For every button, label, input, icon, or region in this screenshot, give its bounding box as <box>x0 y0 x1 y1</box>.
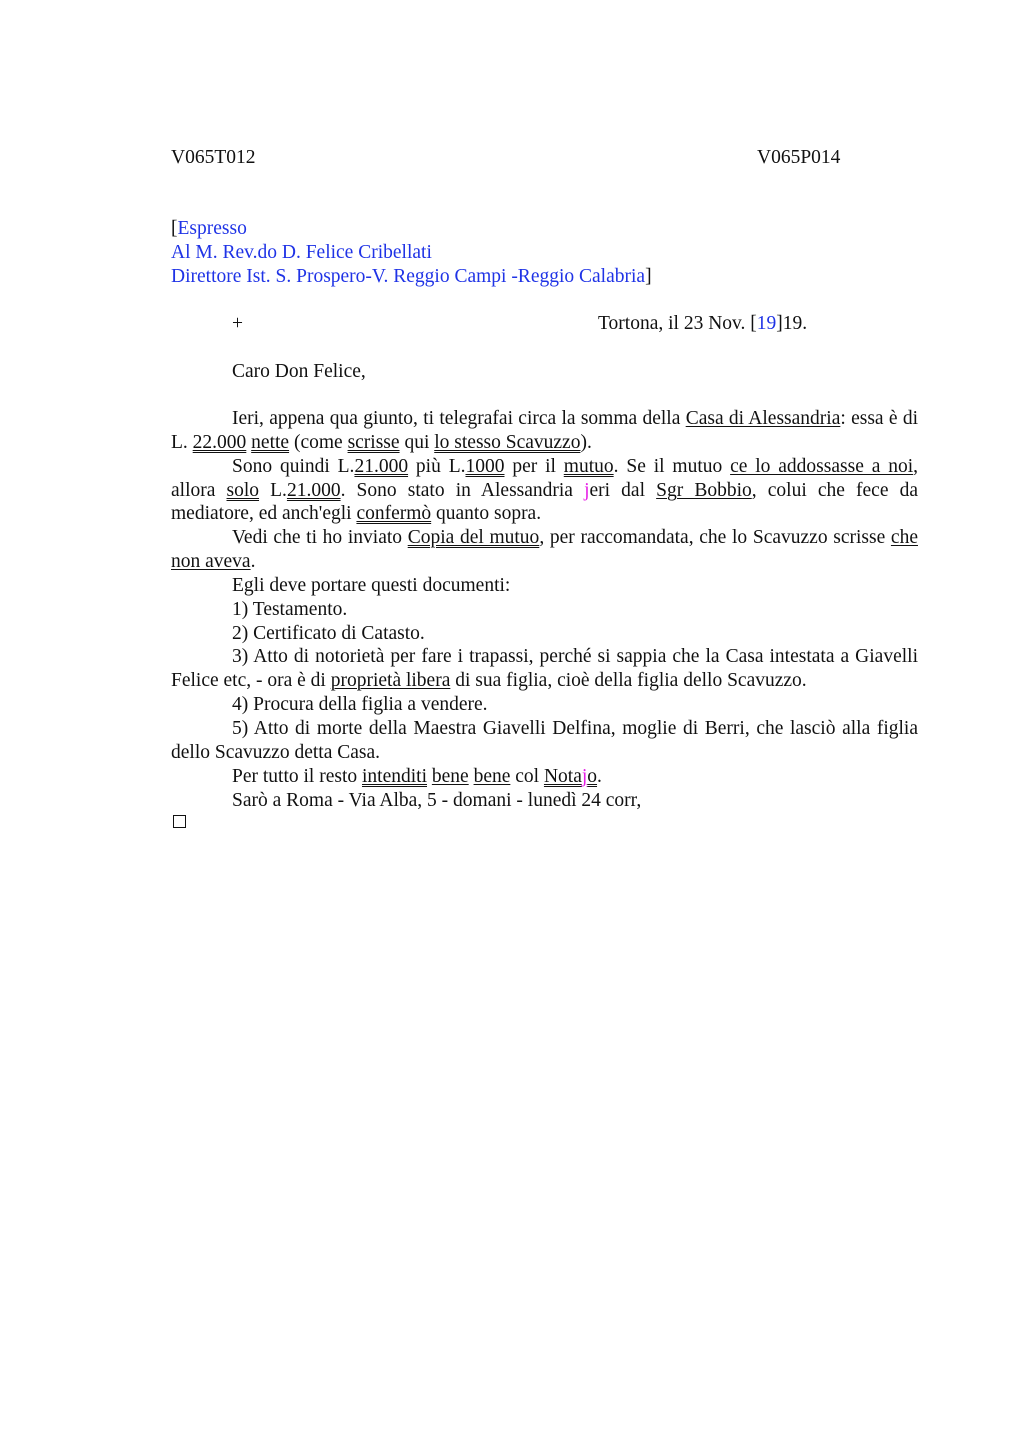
text-run: Sono quindi L. <box>232 455 355 477</box>
list-item-1: 1) Testamento. <box>232 598 348 620</box>
address-line-2: Al M. Rev.do D. Felice Cribellati <box>171 242 432 263</box>
text-run: quanto sopra. <box>431 503 542 525</box>
paragraph-2 <box>171 455 918 527</box>
text-run: , colui che fece da mediatore, ed anch'egli <box>171 479 919 525</box>
text-run: , per raccomandata, che lo Scavuzzo scrisse <box>539 527 891 549</box>
list-item-4: 4) Procura della figlia a vendere. <box>232 694 488 716</box>
paragraph-4: Egli deve portare questi documenti: <box>232 574 511 596</box>
address-line-3: Direttore Ist. S. Prospero-V. Reggio Campi -Reggio Calabria <box>171 266 646 287</box>
double-underlined-text: intenditi <box>362 765 427 787</box>
underlined-text: ce lo addossasse a noi <box>730 455 914 477</box>
text-run: . Sono stato in Alessandria <box>340 479 585 501</box>
text-run: per il <box>504 455 564 477</box>
text-run: col <box>510 765 544 787</box>
date-year-editorial: 19 <box>756 313 777 334</box>
salutation: Caro Don Felice, <box>232 361 366 382</box>
text-run: , allora <box>171 455 919 501</box>
list-item-3 <box>171 645 918 693</box>
text-run: Per tutto il resto <box>232 765 362 787</box>
address-block <box>171 217 652 289</box>
underlined-text: proprietà libera <box>330 670 451 692</box>
text-run: Vedi che ti ho inviato <box>232 527 408 549</box>
double-underlined-text: confermò <box>356 503 432 525</box>
text-run: Ieri, appena qua giunto, ti telegrafai circa la somma della <box>232 408 686 429</box>
text-run: . Se il mutuo <box>613 455 731 477</box>
text-run: più L. <box>408 455 466 477</box>
paragraph-3 <box>171 526 918 574</box>
double-underlined-text: 1000 <box>465 455 505 477</box>
dateline <box>598 312 807 336</box>
list-item-2: 2) Certificato di Catasto. <box>232 622 425 644</box>
double-underlined-text: 22.000 <box>192 431 247 453</box>
document-code-left: V065T012 <box>171 147 256 168</box>
letter-body <box>171 407 918 812</box>
text-run: 3) Atto di notorietà per fare i trapassi, perché si sappia che la Casa intestata a Giavelli Felice etc, - ora è di <box>171 646 918 692</box>
underlined-text: bene <box>431 765 469 787</box>
underlined-text: Casa di Alessandria <box>685 408 841 429</box>
double-underlined-text: lo stesso Scavuzzo <box>434 431 581 453</box>
double-underlined-text: 21.000 <box>354 455 409 477</box>
list-item-5: 5) Atto di morte della Maestra Giavelli Delfina, moglie di Berri, che lasciò alla figlia dello Scavuzzo detta Casa. <box>171 717 918 763</box>
text-run: : essa è di L. <box>171 408 918 453</box>
text-run: . <box>597 765 602 787</box>
double-underlined-text: mutuo <box>563 455 614 477</box>
paragraph-6: Sarò a Roma - Via Alba, 5 - domani - lunedì 24 corr, <box>232 789 642 811</box>
underlined-text: Sgr Bobbio <box>656 479 752 501</box>
address-close-bracket: ] <box>645 266 652 287</box>
underlined-text: che non aveva <box>171 527 918 573</box>
document-code-right: V065P014 <box>757 147 841 168</box>
text-run: (come <box>289 431 348 453</box>
address-open-bracket: [ <box>171 218 178 239</box>
text-run: eri dal <box>589 479 657 501</box>
text-run: qui <box>399 431 435 453</box>
text-run: di sua figlia, cioè della figlia dello Scavuzzo. <box>450 670 807 692</box>
double-underlined-text: Copia del mutuo <box>407 527 540 549</box>
double-underlined-text: nette <box>251 431 290 453</box>
double-underlined-text: o <box>587 765 598 787</box>
double-underlined-text: scrisse <box>347 431 400 453</box>
paragraph-5 <box>171 765 918 789</box>
double-underlined-text: 21.000 <box>286 479 341 501</box>
cross-symbol: + <box>232 313 243 334</box>
double-underlined-text: solo <box>226 479 260 501</box>
editorial-letter: j <box>584 479 590 501</box>
address-line-1: Espresso <box>177 218 247 239</box>
text-run: L. <box>259 479 287 501</box>
underlined-text: bene <box>473 765 511 787</box>
text-run: . <box>250 551 256 573</box>
end-marker-square-icon <box>173 815 186 828</box>
date-prefix: Tortona, il 23 Nov. [ <box>598 313 757 334</box>
double-underlined-text: Nota <box>543 765 582 787</box>
date-suffix: ]19. <box>776 313 808 334</box>
editorial-letter: j <box>581 765 588 787</box>
paragraph-1 <box>171 407 918 455</box>
text-run: ). <box>580 431 592 453</box>
